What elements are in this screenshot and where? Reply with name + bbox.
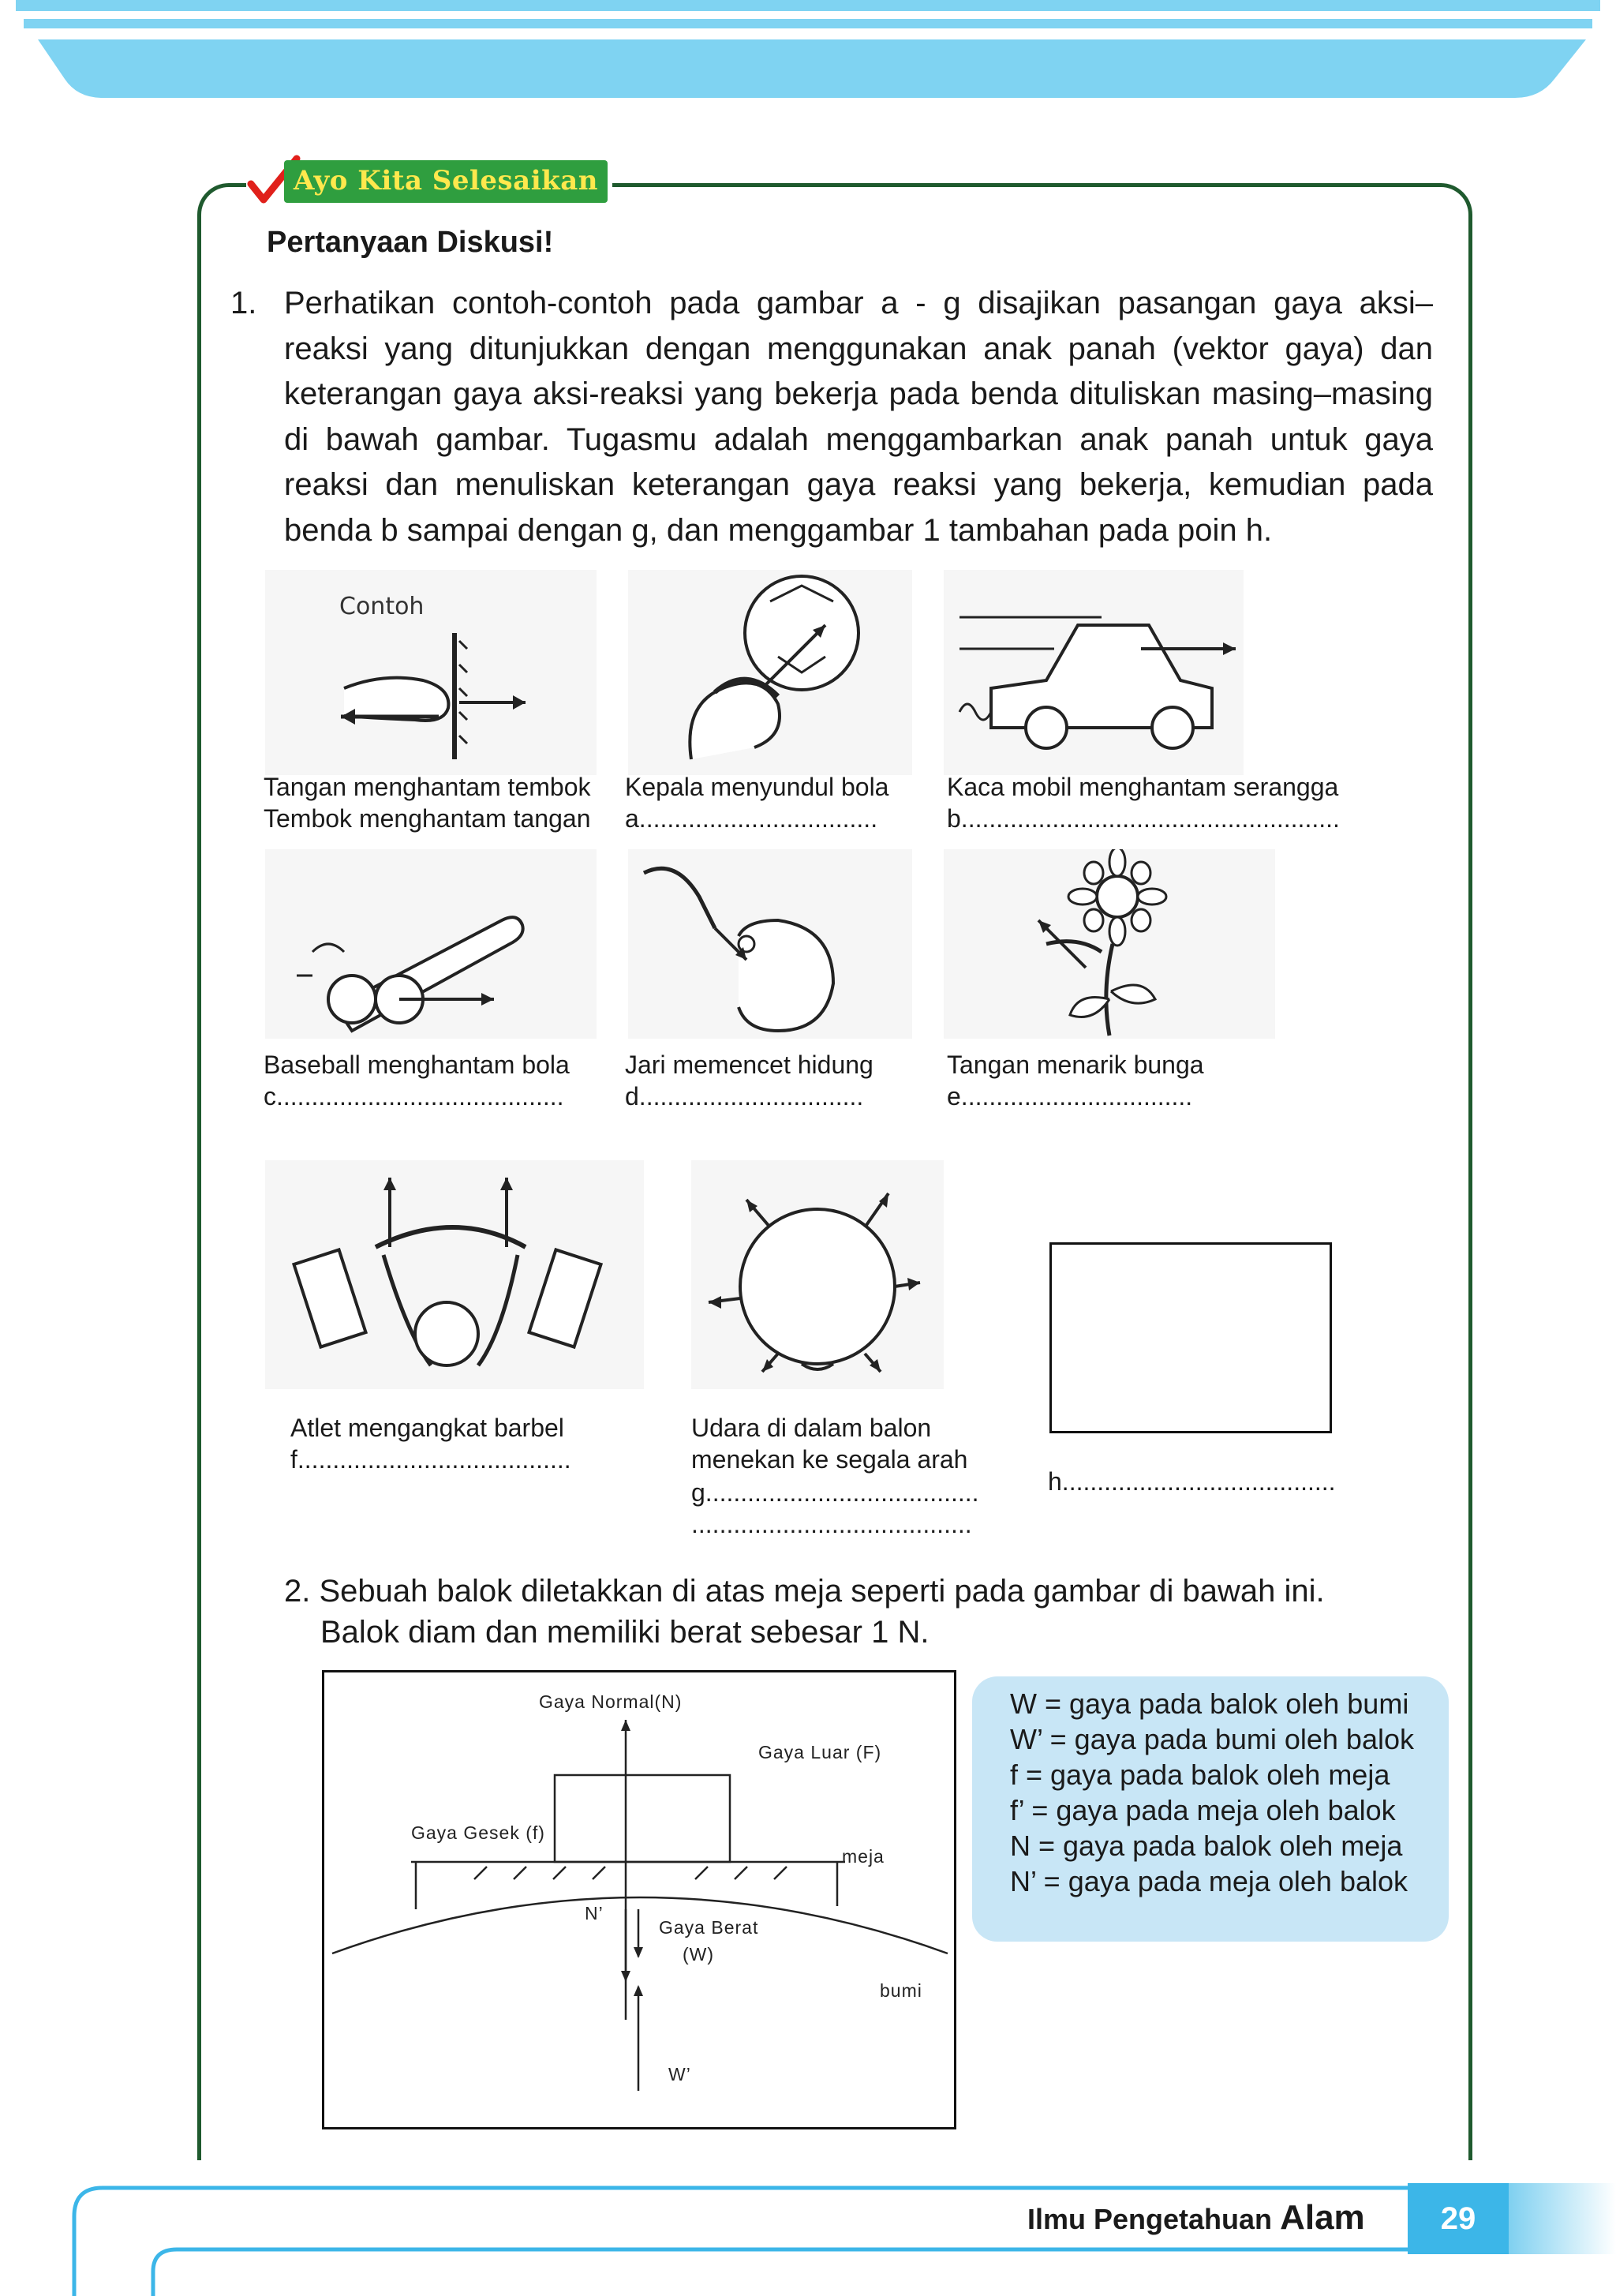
label-n-prime: N’	[585, 1903, 604, 1923]
question-2-text	[284, 1571, 1405, 1653]
legend-item: f = gaya pada balok oleh meja	[1010, 1759, 1390, 1791]
legend-item: W’ = gaya pada bumi oleh balok	[1010, 1723, 1414, 1755]
baseball-bat-illustration	[265, 849, 597, 1039]
page-number-fade	[1509, 2183, 1616, 2254]
legend-item: N = gaya pada balok oleh meja	[1010, 1830, 1403, 1862]
example-hand-wall-illustration	[265, 570, 597, 775]
balloon-pressure-illustration	[691, 1160, 944, 1389]
force-diagram	[322, 1670, 956, 2129]
caption-d-line-1: Jari memencet hidung	[625, 1051, 873, 1079]
caption-g-line-1: Udara di dalam balon	[691, 1414, 932, 1442]
example-label: Contoh	[339, 593, 425, 620]
caption-g-line-2: menekan ke segala arah	[691, 1445, 968, 1474]
label-table: meja	[842, 1846, 885, 1867]
head-ball-illustration	[628, 570, 912, 775]
caption-d-answer: d................................	[625, 1082, 864, 1111]
label-weight-symbol: (W)	[683, 1944, 715, 1965]
caption-f-answer: f.......................................	[290, 1445, 571, 1474]
footer-subject	[1027, 2198, 1365, 2238]
caption-e-answer: e.................................	[947, 1082, 1193, 1111]
answer-drawing-box-h[interactable]	[1049, 1242, 1332, 1433]
badge-label: Ayo Kita Selesaikan	[284, 160, 608, 203]
discussion-title: Pertanyaan Diskusi!	[267, 226, 554, 259]
label-w-prime: W’	[668, 2064, 691, 2084]
car-insect-illustration	[944, 570, 1244, 775]
caption-a-line-1: Kepala menyundul bola	[625, 773, 889, 801]
label-friction-force: Gaya Gesek (f)	[411, 1822, 545, 1843]
question-1-text: Perhatikan contoh-contoh pada gambar a - g disajikan pasangan gaya aksi–reaksi yang ditunjukkan dengan menggunakan anak panah (vektor gaya) dan keterangan gaya aksi-reaksi yang bekerja pada benda dituliskan masing–masing di bawah gambar. Tugasmu adalah menggambarkan anak panah untuk gaya reaksi dan menuliskan keterangan gaya reaksi yang bekerja, kemudian pada benda b sampai dengan g, dan menggambar 1 tambahan pada poin h.	[284, 286, 1433, 548]
caption-a-answer: a..................................	[625, 804, 878, 833]
header-band	[0, 39, 1616, 98]
footer-frame	[71, 2185, 1616, 2296]
flower-pull-illustration	[944, 849, 1275, 1039]
page-number: 29	[1408, 2183, 1509, 2254]
label-external-force: Gaya Luar (F)	[758, 1742, 882, 1762]
force-diagram-drawing	[324, 1672, 954, 2127]
footer-subject-main: Ilmu Pengetahuan	[1027, 2203, 1273, 2235]
label-earth: bumi	[880, 1980, 922, 2001]
label-normal-force: Gaya Normal(N)	[539, 1691, 683, 1712]
question-2-line-2: Balok diam dan memiliki berat sebesar 1 N.	[320, 1615, 930, 1650]
question-2-line-1: 2. Sebuah balok diletakkan di atas meja seperti pada gambar di bawah ini.	[284, 1574, 1325, 1609]
force-legend	[972, 1676, 1449, 1942]
legend-item: f’ = gaya pada meja oleh balok	[1010, 1794, 1396, 1826]
caption-b-line-1: Kaca mobil menghantam serangga	[947, 773, 1339, 801]
caption-f-line-1: Atlet mengangkat barbel	[290, 1414, 564, 1442]
caption-example-line-1: Tangan menghantam tembok	[264, 773, 591, 801]
finger-nose-illustration	[628, 849, 912, 1039]
caption-h-answer: h.......................................	[1048, 1467, 1336, 1496]
caption-example-line-2: Tembok menghantam tangan	[264, 804, 591, 833]
caption-g-answer: g.......................................	[691, 1478, 979, 1507]
caption-g-answer-extra: ........................................	[691, 1510, 972, 1538]
athlete-barbell-illustration	[265, 1160, 644, 1389]
caption-c-line-1: Baseball menghantam bola	[264, 1051, 570, 1079]
caption-b-answer: b......................................................	[947, 804, 1340, 833]
label-weight: Gaya Berat	[659, 1917, 759, 1938]
legend-item: W = gaya pada balok oleh bumi	[1010, 1687, 1409, 1720]
header-stripe-middle	[24, 19, 1592, 28]
footer-subject-emphasis: Alam	[1280, 2198, 1365, 2237]
caption-c-answer: c.........................................	[264, 1082, 564, 1111]
activity-badge	[246, 152, 612, 212]
question-1-number: 1.	[230, 286, 257, 320]
header-stripe-top	[16, 0, 1600, 11]
legend-item: N’ = gaya pada meja oleh balok	[1010, 1865, 1408, 1897]
caption-e-line-1: Tangan menarik bunga	[947, 1051, 1204, 1079]
